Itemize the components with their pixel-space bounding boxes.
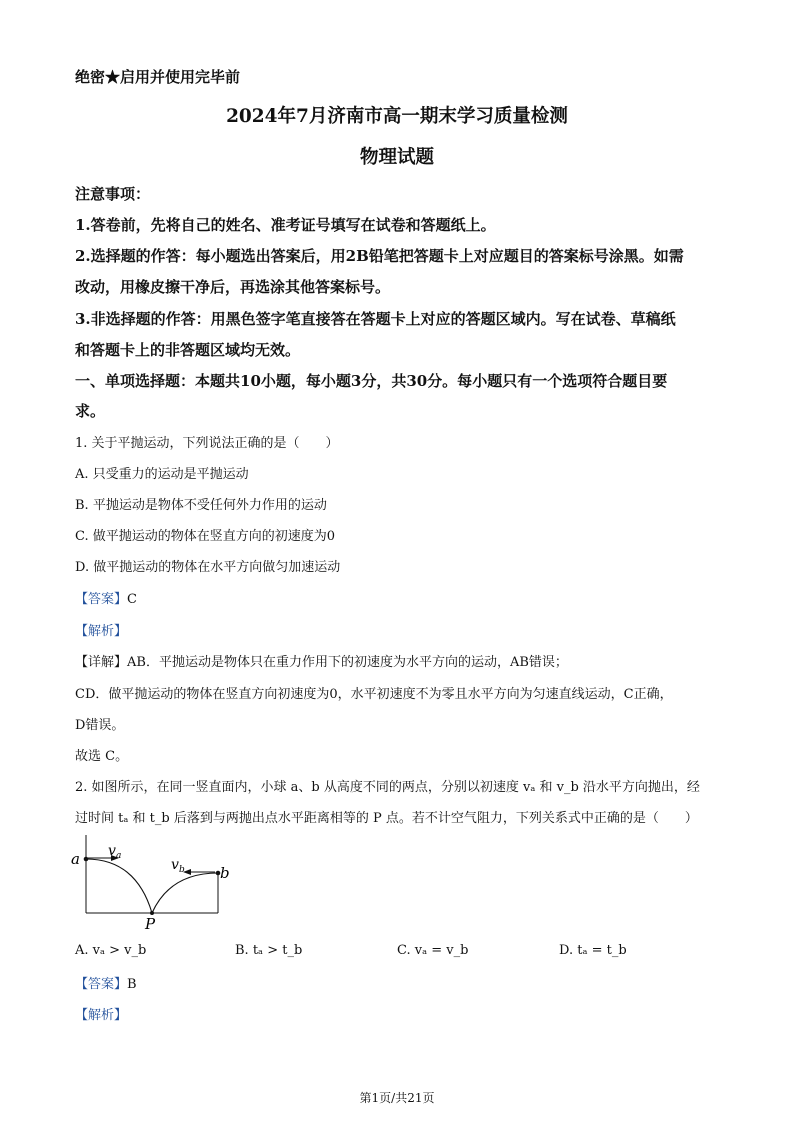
answer-value: B: [127, 977, 137, 992]
label-b: b: [220, 864, 230, 882]
q2-stem-line-1: 2. 如图所示，在同一竖直面内，小球 a、b 从高度不同的两点，分别以初速度 vₐ 和 v_b 沿水平方向抛出，经: [75, 780, 700, 795]
exam-subtitle: 物理试题: [359, 147, 434, 168]
label-va-sub: a: [116, 851, 122, 861]
q2-analysis-tag: 【解析】: [75, 1008, 128, 1023]
q2-answer: [75, 973, 137, 992]
notice-item-3-line-1: 3.非选择题的作答：用黑色签字笔直接答在答题卡上对应的答题区域内。写在试卷、草稿纸: [75, 310, 676, 328]
q2-option-d: D. tₐ = t_b: [559, 943, 627, 958]
q2-option-b: B. tₐ > t_b: [235, 943, 303, 958]
q1-detail-line-3: D错误。: [75, 718, 125, 733]
q1-stem: 1. 关于平抛运动，下列说法正确的是（ ）: [75, 436, 339, 451]
section-heading-line-1: 一、单项选择题：本题共10小题，每小题3分，共30分。每小题只有一个选项符合题目要: [75, 372, 668, 390]
q1-analysis-tag: 【解析】: [75, 624, 128, 639]
notice-heading: 注意事项：: [75, 185, 151, 203]
label-p: P: [145, 915, 156, 933]
q2-stem-line-2: 过时间 tₐ 和 t_b 后落到与两抛出点水平距离相等的 P 点。若不计空气阻力，下列关系式中正确的是（ ）: [75, 811, 698, 826]
trajectory-a: [86, 859, 152, 913]
section-heading-line-2: 求。: [75, 402, 106, 420]
point-a: [84, 857, 89, 862]
exam-title: 2024年7月济南市高一期末学习质量检测: [226, 106, 568, 127]
q1-detail-line-1: [75, 651, 568, 670]
q1-detail-line-2: CD．做平抛运动的物体在竖直方向初速度为0，水平初速度不为零且水平方向为匀速直线运动，C正确，: [75, 687, 673, 702]
notice-item-3-line-2: 和答题卡上的非答题区域均无效。: [75, 341, 301, 359]
projectile-figure: [60, 825, 250, 940]
notice-item-2-line-2: 改动，用橡皮擦干净后，再选涂其他答案标号。: [75, 278, 391, 296]
confidentiality-notice: 绝密★启用并使用完毕前: [75, 68, 241, 86]
q1-option-d: D. 做平抛运动的物体在水平方向做匀加速运动: [75, 560, 341, 575]
q1-option-c: C. 做平抛运动的物体在竖直方向的初速度为0: [75, 529, 336, 544]
answer-value: C: [127, 592, 137, 607]
answer-tag: 【答案】: [75, 592, 128, 607]
q2-option-c: C. vₐ = v_b: [397, 943, 469, 958]
answer-tag: 【答案】: [75, 977, 128, 992]
detail-text: AB．平抛运动是物体只在重力作用下的初速度为水平方向的运动，AB错误；: [127, 655, 568, 670]
label-vb-sub: b: [179, 865, 185, 875]
notice-item-1: 1.答卷前，先将自己的姓名、准考证号填写在试卷和答题纸上。: [75, 216, 496, 234]
label-va: v: [108, 843, 116, 859]
q1-option-a: A. 只受重力的运动是平抛运动: [75, 467, 249, 482]
notice-item-2-line-1: 2.选择题的作答：每小题选出答案后，用2B铅笔把答题卡上对应题目的答案标号涂黑。如需: [75, 247, 684, 265]
q1-conclusion: 故选 C。: [75, 749, 129, 764]
q2-option-a: A. vₐ > v_b: [75, 943, 147, 958]
q1-answer: [75, 588, 137, 607]
detail-tag: 【详解】: [75, 655, 128, 670]
label-a: a: [71, 850, 80, 868]
page-number: 第1页/共21页: [359, 1091, 435, 1105]
q1-option-b: B. 平抛运动是物体不受任何外力作用的运动: [75, 498, 327, 513]
trajectory-b: [152, 873, 218, 913]
label-vb: v: [171, 857, 179, 873]
